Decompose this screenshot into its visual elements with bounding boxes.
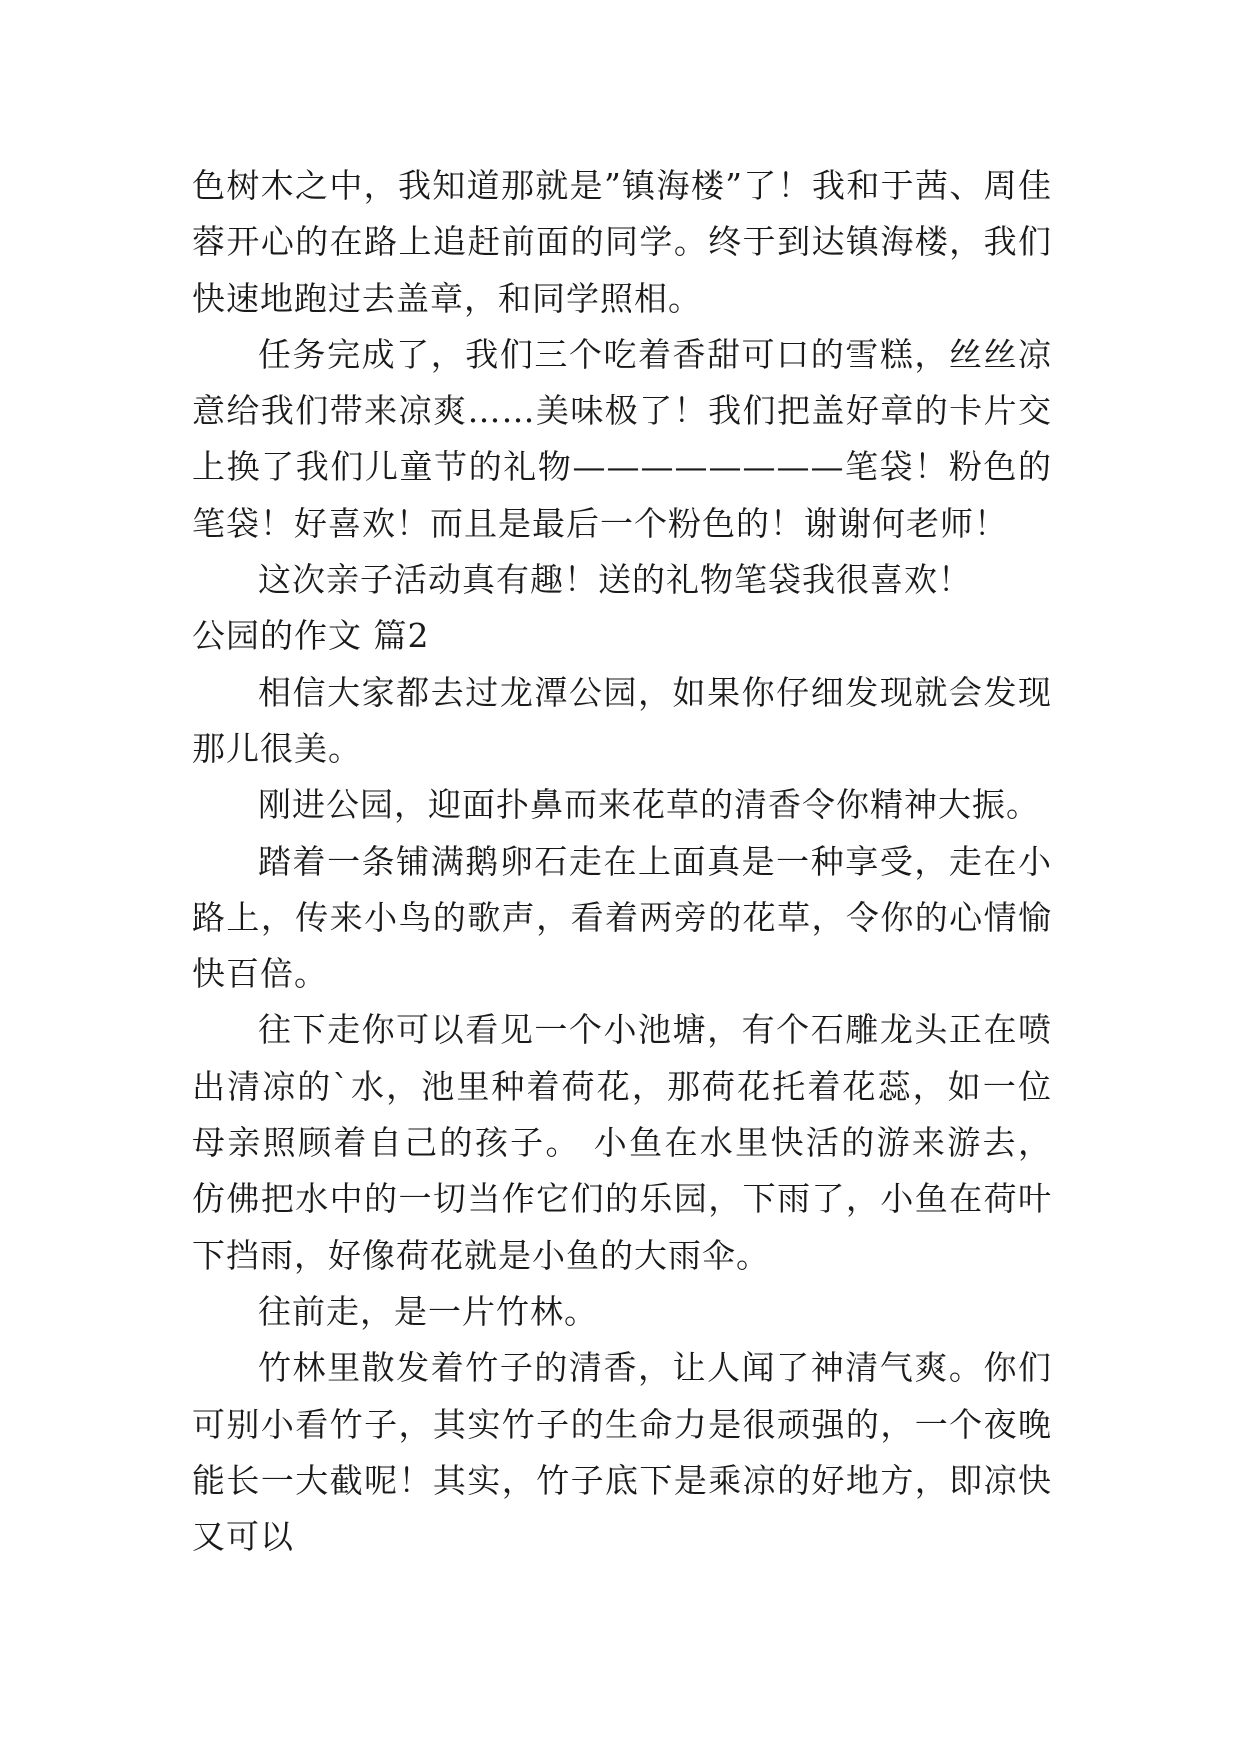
paragraph: 相信大家都去过龙潭公园，如果你仔细发现就会发现那儿很美。 — [192, 672, 1052, 768]
paragraph: 踏着一条铺满鹅卵石走在上面真是一种享受，走在小路上，传来小鸟的歌声，看着两旁的花草，令你的心情愉快百倍。 — [192, 841, 1052, 994]
paragraph: 竹林里散发着竹子的清香，让人闻了神清气爽。你们可别小看竹子，其实竹子的生命力是很顽强的，一个夜晚能长一大截呢！其实，竹子底下是乘凉的好地方，即凉快又可以 — [192, 1348, 1052, 1557]
paragraph: 这次亲子活动真有趣！送的礼物笔袋我很喜欢！ — [258, 560, 972, 600]
paragraph: 往下走你可以看见一个小池塘，有个石雕龙头正在喷出清凉的`水，池里种着荷花，那荷花托着花蕊，如一位母亲照顾着自己的孩子。 小鱼在水里快活的游来游去，仿佛把水中的一切当作它们的乐园，下雨了，小鱼在荷叶下挡雨，好像荷花就是小鱼的大雨伞。 — [192, 1010, 1052, 1275]
paragraph: 往前走，是一片竹林。 — [258, 1291, 598, 1331]
paragraph: 任务完成了，我们三个吃着香甜可口的雪糕，丝丝凉意给我们带来凉爽……美味极了！我们把盖好章的卡片交上换了我们儿童节的礼物————————笔袋！粉色的笔袋！好喜欢！而且是最后一个粉色的！谢谢何老师！ — [192, 334, 1052, 543]
paragraph-continued: 色树木之中，我知道那就是”镇海楼”了！我和于茜、周佳蓉开心的在路上追赶前面的同学。终于到达镇海楼，我们快速地跑过去盖章，和同学照相。 — [192, 166, 1052, 318]
document-body — [192, 158, 1052, 1565]
section-heading: 公园的作文 篇2 — [192, 616, 430, 656]
paragraph: 刚进公园，迎面扑鼻而来花草的清香令你精神大振。 — [258, 785, 1040, 825]
